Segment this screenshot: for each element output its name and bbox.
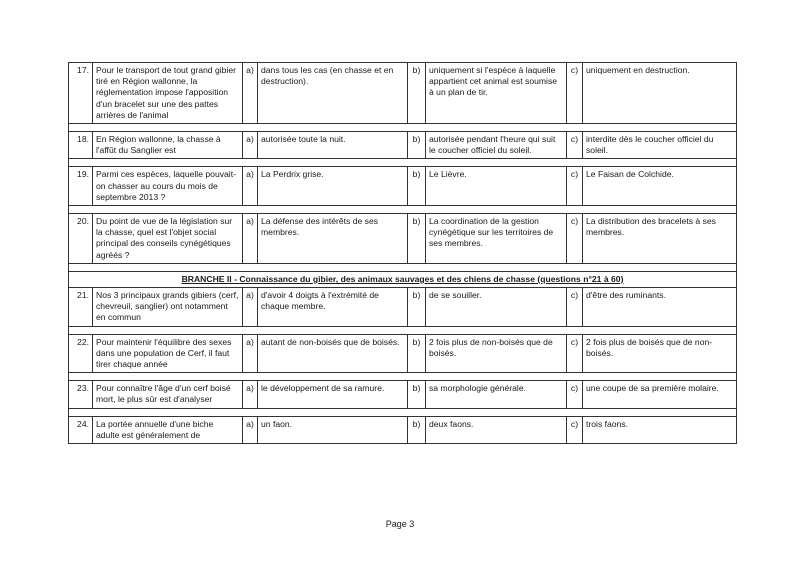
option-a-letter: a) bbox=[243, 214, 258, 264]
spacer-row bbox=[69, 263, 737, 271]
section-header bbox=[69, 263, 737, 287]
option-b-text: 2 fois plus de non-boisés que de boisés. bbox=[426, 334, 567, 373]
option-c-letter: c) bbox=[567, 288, 583, 327]
option-b-letter: b) bbox=[408, 63, 426, 124]
option-c-letter: c) bbox=[567, 334, 583, 373]
option-b-text: autorisée pendant l'heure qui suit le coucher officiel du soleil. bbox=[426, 132, 567, 159]
option-c-text: La distribution des bracelets à ses membres. bbox=[583, 214, 737, 264]
option-a-letter: a) bbox=[243, 416, 258, 443]
question-number: 18. bbox=[69, 132, 93, 159]
spacer-row bbox=[69, 326, 737, 334]
question-number: 21. bbox=[69, 288, 93, 327]
question-number: 17. bbox=[69, 63, 93, 124]
question-text: La portée annuelle d'une biche adulte est généralement de bbox=[93, 416, 243, 443]
option-a-text: La Perdrix grise. bbox=[258, 167, 408, 206]
spacer-row bbox=[69, 124, 737, 132]
option-a-letter: a) bbox=[243, 132, 258, 159]
question-row bbox=[69, 381, 737, 408]
question-number: 23. bbox=[69, 381, 93, 408]
question-number: 19. bbox=[69, 167, 93, 206]
option-c-text: d'être des ruminants. bbox=[583, 288, 737, 327]
question-text: Pour le transport de tout grand gibier tiré en Région wallonne, la réglementation impose l'apposition d'un bracelet sur une des pattes arrières de l'animal bbox=[93, 63, 243, 124]
option-b-letter: b) bbox=[408, 132, 426, 159]
option-b-text: Le Lièvre. bbox=[426, 167, 567, 206]
option-a-text: le développement de sa ramure. bbox=[258, 381, 408, 408]
question-row bbox=[69, 63, 737, 124]
option-b-text: uniquement si l'espèce à laquelle appartient cet animal est soumise à un plan de tir. bbox=[426, 63, 567, 124]
option-c-letter: c) bbox=[567, 381, 583, 408]
option-c-letter: c) bbox=[567, 167, 583, 206]
option-c-letter: c) bbox=[567, 132, 583, 159]
option-c-letter: c) bbox=[567, 214, 583, 264]
option-a-text: autant de non-boisés que de boisés. bbox=[258, 334, 408, 373]
option-b-letter: b) bbox=[408, 288, 426, 327]
question-number: 20. bbox=[69, 214, 93, 264]
option-c-text: Le Faisan de Colchide. bbox=[583, 167, 737, 206]
option-b-text: sa morphologie générale. bbox=[426, 381, 567, 408]
option-c-text: une coupe de sa première molaire. bbox=[583, 381, 737, 408]
rows-branch-one bbox=[69, 63, 737, 264]
option-c-letter: c) bbox=[567, 63, 583, 124]
question-text: Parmi ces espèces, laquelle pouvait-on chasser au cours du mois de septembre 2013 ? bbox=[93, 167, 243, 206]
question-number: 24. bbox=[69, 416, 93, 443]
option-b-text: La coordination de la gestion cynégétique sur les territoires de ses membres. bbox=[426, 214, 567, 264]
page-number: Page 3 bbox=[385, 519, 415, 529]
question-text: Du point de vue de la législation sur la chasse, quel est l'objet social principal des conseils cynégétiques agréés ? bbox=[93, 214, 243, 264]
question-row bbox=[69, 334, 737, 373]
questions-table bbox=[68, 62, 737, 444]
question-number: 22. bbox=[69, 334, 93, 373]
question-row bbox=[69, 132, 737, 159]
question-text: Nos 3 principaux grands gibiers (cerf, chevreuil, sanglier) ont notamment en commun bbox=[93, 288, 243, 327]
option-c-text: interdite dès le coucher officiel du soleil. bbox=[583, 132, 737, 159]
option-c-letter: c) bbox=[567, 416, 583, 443]
option-a-text: La défense des intérêts de ses membres. bbox=[258, 214, 408, 264]
spacer-row bbox=[69, 373, 737, 381]
question-text: En Région wallonne, la chasse à l'affût du Sanglier est bbox=[93, 132, 243, 159]
option-a-letter: a) bbox=[243, 288, 258, 327]
question-row bbox=[69, 214, 737, 264]
spacer-row bbox=[69, 159, 737, 167]
option-b-text: de se souiller. bbox=[426, 288, 567, 327]
option-a-text: dans tous les cas (en chasse et en destruction). bbox=[258, 63, 408, 124]
option-b-letter: b) bbox=[408, 381, 426, 408]
option-b-text: deux faons. bbox=[426, 416, 567, 443]
spacer-row bbox=[69, 408, 737, 416]
option-a-letter: a) bbox=[243, 381, 258, 408]
option-a-letter: a) bbox=[243, 63, 258, 124]
option-a-text: d'avoir 4 doigts à l'extrémité de chaque membre. bbox=[258, 288, 408, 327]
option-b-letter: b) bbox=[408, 214, 426, 264]
question-row bbox=[69, 167, 737, 206]
option-a-text: un faon. bbox=[258, 416, 408, 443]
option-b-letter: b) bbox=[408, 416, 426, 443]
section-title: BRANCHE II - Connaissance du gibier, des animaux sauvages et des chiens de chasse (questions n°21 à 60) bbox=[69, 271, 737, 287]
option-c-text: 2 fois plus de boisés que de non-boisés. bbox=[583, 334, 737, 373]
question-row bbox=[69, 288, 737, 327]
option-a-letter: a) bbox=[243, 334, 258, 373]
option-c-text: uniquement en destruction. bbox=[583, 63, 737, 124]
option-b-letter: b) bbox=[408, 167, 426, 206]
option-b-letter: b) bbox=[408, 334, 426, 373]
rows-branch-two bbox=[69, 288, 737, 444]
spacer-row bbox=[69, 206, 737, 214]
question-row bbox=[69, 416, 737, 443]
option-c-text: trois faons. bbox=[583, 416, 737, 443]
option-a-text: autorisée toute la nuit. bbox=[258, 132, 408, 159]
question-text: Pour connaître l'âge d'un cerf boisé mort, le plus sûr est d'analyser bbox=[93, 381, 243, 408]
question-text: Pour maintenir l'équilibre des sexes dans une population de Cerf, il faut tirer chaque année bbox=[93, 334, 243, 373]
option-a-letter: a) bbox=[243, 167, 258, 206]
